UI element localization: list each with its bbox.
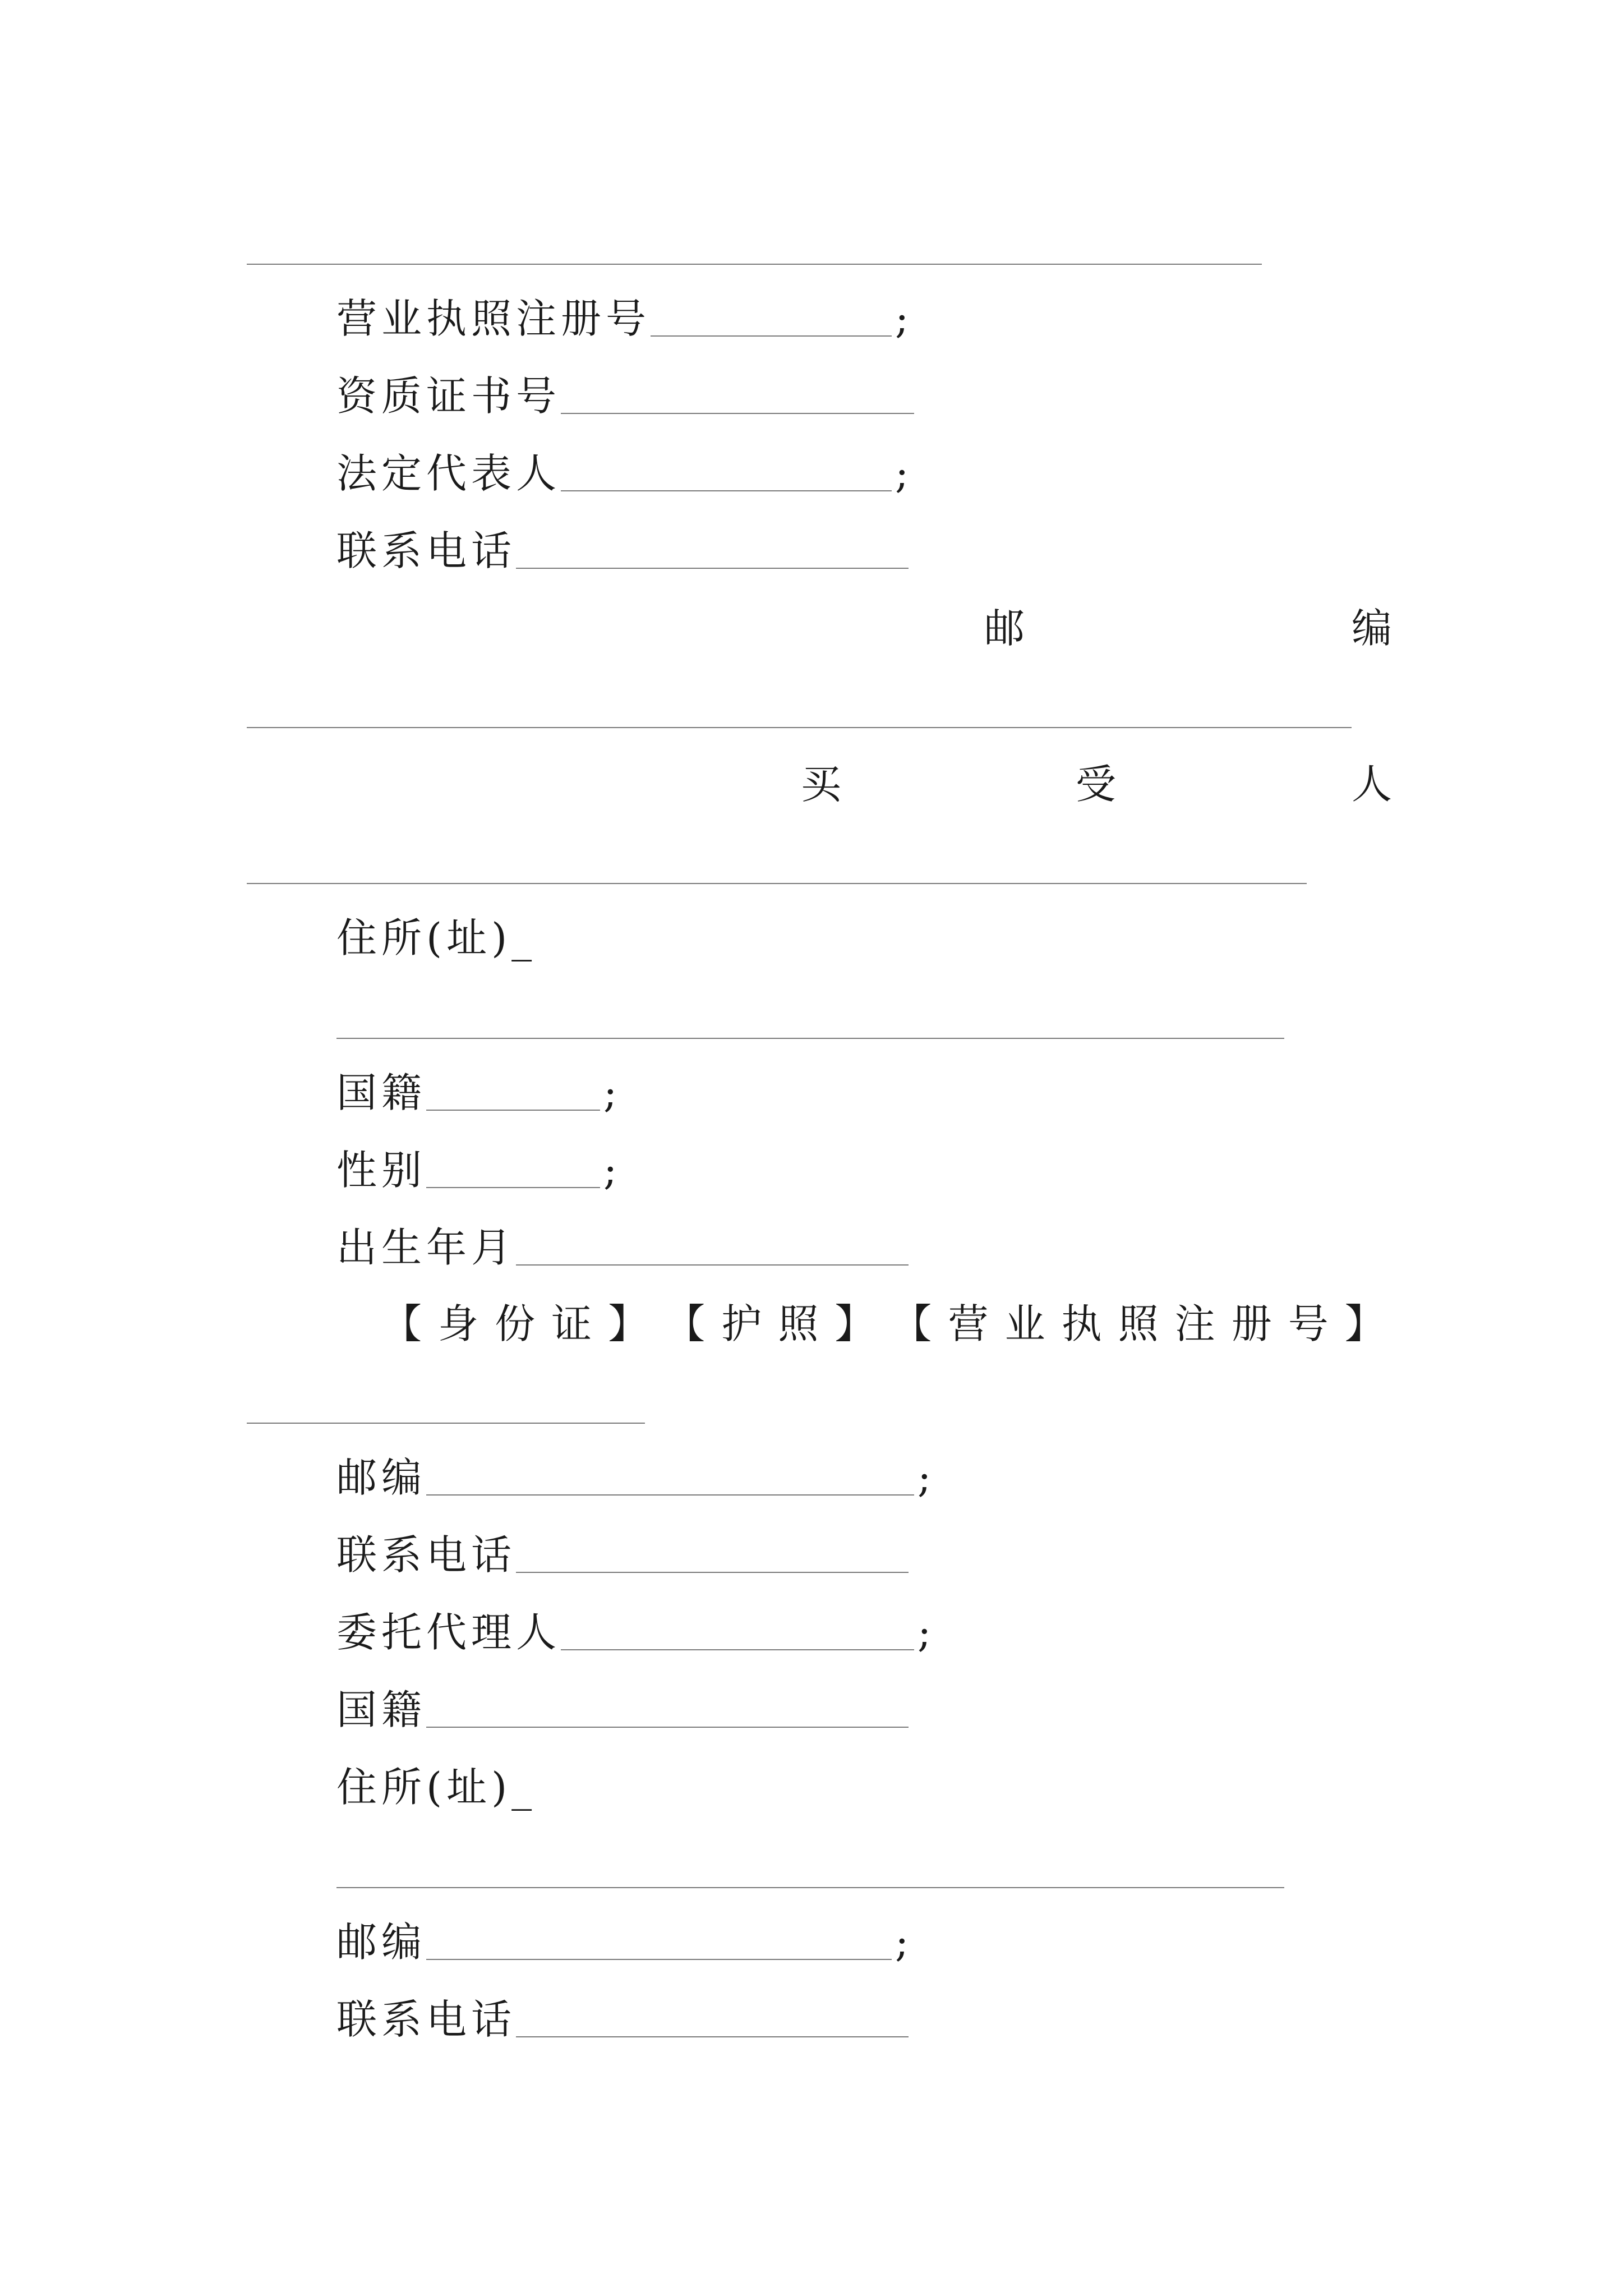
buyer-nationality-blank[interactable] bbox=[426, 1073, 600, 1111]
agent-postcode-end: ; bbox=[895, 1918, 909, 1966]
id-type-char: 份 bbox=[495, 1300, 536, 1347]
agent-postcode-blank[interactable] bbox=[426, 1922, 892, 1960]
blank-line-postcode bbox=[247, 727, 1352, 728]
buyer-phone-label: 联系电话 bbox=[336, 1531, 517, 1579]
seller-phone-label: 联系电话 bbox=[336, 527, 517, 574]
agent-address-field[interactable] bbox=[336, 1760, 536, 1814]
buyer-gender-blank[interactable] bbox=[426, 1150, 600, 1188]
agent-field[interactable] bbox=[336, 1605, 931, 1659]
buyer-postcode-end: ; bbox=[917, 1454, 932, 1501]
agent-phone-blank[interactable] bbox=[516, 1999, 909, 2037]
buyer-birth-label: 出生年月 bbox=[336, 1224, 517, 1271]
license-number-blank[interactable] bbox=[651, 298, 892, 337]
agent-address-blank[interactable] bbox=[336, 1887, 1284, 1888]
id-type-char: 照 bbox=[778, 1300, 819, 1347]
id-type-char: 证 bbox=[551, 1300, 592, 1347]
license-number-label: 营业执照注册号 bbox=[336, 295, 651, 342]
buyer-title-char-3: 人 bbox=[1352, 761, 1393, 808]
id-type-char: 】 bbox=[834, 1300, 875, 1347]
agent-postcode-field[interactable] bbox=[336, 1915, 909, 1969]
legal-representative-label: 法定代表人 bbox=[336, 450, 561, 497]
buyer-gender-label: 性别 bbox=[336, 1147, 427, 1194]
buyer-nationality-label: 国籍 bbox=[336, 1069, 427, 1116]
id-type-char: 执 bbox=[1061, 1300, 1102, 1347]
id-number-blank[interactable] bbox=[247, 1423, 645, 1424]
agent-phone-field[interactable] bbox=[336, 1993, 912, 2046]
buyer-postcode-label: 邮编 bbox=[336, 1454, 427, 1501]
id-type-char: 号 bbox=[1288, 1300, 1329, 1347]
agent-label: 委托代理人 bbox=[336, 1609, 561, 1656]
id-type-char: 】 bbox=[1344, 1300, 1385, 1347]
agent-phone-label: 联系电话 bbox=[336, 1996, 517, 2043]
buyer-title-char-2: 受 bbox=[1076, 761, 1117, 808]
id-type-char: 身 bbox=[438, 1300, 479, 1347]
postcode-char-2: 编 bbox=[1352, 605, 1393, 652]
agent-end: ; bbox=[917, 1609, 932, 1656]
blank-line-buyer bbox=[247, 883, 1307, 884]
agent-postcode-label: 邮编 bbox=[336, 1918, 427, 1966]
buyer-postcode-field[interactable] bbox=[336, 1451, 931, 1504]
blank-line-top bbox=[247, 264, 1262, 265]
id-type-char: 【 bbox=[665, 1300, 706, 1347]
id-type-char: 册 bbox=[1231, 1300, 1272, 1347]
id-type-char: 】 bbox=[608, 1300, 649, 1347]
legal-representative-field[interactable] bbox=[336, 447, 909, 500]
postcode-char-1: 邮 bbox=[984, 605, 1025, 652]
seller-phone-blank[interactable] bbox=[516, 531, 909, 569]
id-type-char: 业 bbox=[1004, 1300, 1045, 1347]
id-type-char: 【 bbox=[891, 1300, 932, 1347]
buyer-gender-field[interactable] bbox=[336, 1143, 617, 1197]
legal-representative-blank[interactable] bbox=[561, 453, 892, 491]
id-type-options bbox=[381, 1297, 1385, 1351]
agent-nationality-label: 国籍 bbox=[336, 1686, 427, 1733]
id-type-char: 护 bbox=[721, 1300, 762, 1347]
buyer-birth-field[interactable] bbox=[336, 1221, 912, 1274]
license-number-end: ; bbox=[895, 295, 909, 342]
buyer-nationality-end: ; bbox=[603, 1069, 617, 1116]
agent-nationality-field[interactable] bbox=[336, 1683, 912, 1737]
buyer-nationality-field[interactable] bbox=[336, 1066, 617, 1120]
buyer-gender-end: ; bbox=[603, 1147, 617, 1194]
qualification-number-field[interactable] bbox=[336, 369, 917, 423]
seller-phone-field[interactable] bbox=[336, 524, 912, 578]
qualification-number-blank[interactable] bbox=[561, 376, 914, 414]
buyer-address-field[interactable] bbox=[336, 911, 536, 965]
buyer-birth-blank[interactable] bbox=[516, 1227, 909, 1266]
agent-nationality-blank[interactable] bbox=[426, 1690, 909, 1728]
qualification-number-label: 资质证书号 bbox=[336, 372, 561, 420]
buyer-phone-field[interactable] bbox=[336, 1528, 912, 1582]
buyer-address-blank[interactable] bbox=[336, 1038, 1284, 1039]
buyer-postcode-blank[interactable] bbox=[426, 1457, 914, 1496]
buyer-phone-blank[interactable] bbox=[516, 1535, 909, 1573]
agent-blank[interactable] bbox=[561, 1612, 914, 1650]
id-type-char: 【 bbox=[381, 1300, 422, 1347]
buyer-title-char-1: 买 bbox=[801, 761, 842, 808]
id-type-char: 照 bbox=[1118, 1300, 1159, 1347]
buyer-address-label: 住所(址)_ bbox=[336, 914, 537, 961]
license-number-field[interactable] bbox=[336, 292, 909, 346]
id-type-char: 注 bbox=[1174, 1300, 1215, 1347]
legal-representative-end: ; bbox=[895, 450, 909, 497]
agent-address-label: 住所(址)_ bbox=[336, 1764, 537, 1811]
id-type-char: 营 bbox=[948, 1300, 989, 1347]
